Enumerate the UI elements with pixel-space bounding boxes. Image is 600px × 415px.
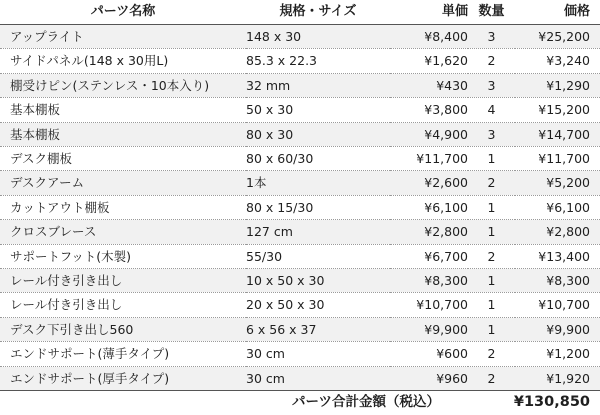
cell-unit-price: ¥10,700 bbox=[416, 297, 468, 313]
cell-unit-price: ¥9,900 bbox=[424, 321, 468, 337]
cell-name: クロスブレース bbox=[10, 224, 97, 240]
cell-unit-price: ¥4,900 bbox=[424, 126, 468, 142]
cell-price: ¥1,920 bbox=[546, 370, 590, 386]
cell-qty: 1 bbox=[487, 151, 496, 167]
cell-price: ¥8,300 bbox=[546, 273, 590, 289]
cell-unit-price: ¥600 bbox=[436, 346, 468, 362]
cell-unit-price: ¥6,700 bbox=[424, 248, 468, 264]
table-row bbox=[0, 195, 600, 219]
cell-unit-price: ¥8,400 bbox=[424, 29, 468, 44]
cell-price: ¥15,200 bbox=[538, 102, 590, 118]
cell-unit-price: ¥11,700 bbox=[416, 151, 468, 167]
cell-qty: 2 bbox=[487, 370, 496, 386]
cell-unit-price: ¥430 bbox=[436, 77, 468, 93]
cell-name: サイドパネル(148 x 30用L) bbox=[10, 53, 169, 69]
total-label: パーツ合計金額（税込） bbox=[292, 394, 440, 411]
cell-price: ¥25,200 bbox=[538, 29, 590, 44]
cell-price: ¥1,200 bbox=[546, 346, 590, 362]
cell-qty: 1 bbox=[487, 273, 496, 289]
cell-spec: 80 x 60/30 bbox=[246, 151, 314, 167]
parts-rows bbox=[0, 25, 600, 391]
cell-qty: 1 bbox=[487, 199, 496, 215]
cell-price: ¥1,290 bbox=[546, 77, 590, 93]
total-row bbox=[0, 391, 600, 415]
cell-qty: 2 bbox=[487, 248, 496, 264]
cell-price: ¥11,700 bbox=[538, 151, 590, 167]
cell-unit-price: ¥960 bbox=[436, 370, 468, 386]
cell-name: レール付き引き出し bbox=[10, 297, 123, 313]
total-value: ¥130,850 bbox=[513, 394, 590, 411]
cell-spec: 32 mm bbox=[246, 77, 291, 93]
cell-spec: 80 x 30 bbox=[246, 126, 294, 142]
cell-qty: 2 bbox=[487, 53, 496, 69]
cell-spec: 20 x 50 x 30 bbox=[246, 297, 325, 313]
cell-name: アップライト bbox=[10, 29, 84, 44]
table-row bbox=[0, 73, 600, 97]
cell-unit-price: ¥3,800 bbox=[424, 102, 468, 118]
cell-price: ¥5,200 bbox=[546, 175, 590, 191]
header-qty: 数量 bbox=[478, 4, 505, 20]
cell-name: 棚受けピン(ステンレス・10本入り) bbox=[10, 77, 210, 93]
cell-name: 基本棚板 bbox=[10, 102, 61, 118]
cell-name: デスク下引き出し560 bbox=[10, 321, 134, 337]
header-spec: 規格・サイズ bbox=[279, 4, 357, 20]
table-row bbox=[0, 171, 600, 195]
table-row bbox=[0, 49, 600, 73]
table-row bbox=[0, 342, 600, 366]
cell-price: ¥14,700 bbox=[538, 126, 590, 142]
cell-spec: 127 cm bbox=[246, 224, 293, 240]
cell-qty: 3 bbox=[487, 126, 496, 142]
cell-name: エンドサポート(薄手タイプ) bbox=[10, 346, 170, 362]
header-unit-price: 単価 bbox=[441, 4, 468, 20]
table-row bbox=[0, 366, 600, 390]
cell-price: ¥2,800 bbox=[546, 224, 590, 240]
cell-qty: 3 bbox=[487, 29, 496, 44]
table-row bbox=[0, 269, 600, 293]
cell-spec: 50 x 30 bbox=[246, 102, 294, 118]
cell-spec: 30 cm bbox=[246, 346, 285, 362]
cell-unit-price: ¥6,100 bbox=[424, 199, 468, 215]
cell-name: サポートフット(木製) bbox=[10, 248, 132, 264]
cell-qty: 1 bbox=[487, 224, 496, 240]
cell-spec: 30 cm bbox=[246, 370, 285, 386]
cell-name: デスク棚板 bbox=[10, 151, 73, 167]
cell-name: エンドサポート(厚手タイプ) bbox=[10, 370, 170, 386]
cell-price: ¥9,900 bbox=[546, 321, 590, 337]
cell-unit-price: ¥2,600 bbox=[424, 175, 468, 191]
cell-spec: 85.3 x 22.3 bbox=[246, 53, 318, 69]
cell-spec: 1本 bbox=[246, 175, 267, 191]
cell-qty: 2 bbox=[487, 175, 496, 191]
cell-qty: 1 bbox=[487, 321, 496, 337]
cell-name: レール付き引き出し bbox=[10, 273, 123, 289]
table-row bbox=[0, 293, 600, 317]
header-price: 価格 bbox=[563, 4, 590, 20]
cell-name: デスクアーム bbox=[10, 175, 85, 191]
cell-spec: 55/30 bbox=[246, 248, 283, 264]
table-row bbox=[0, 147, 600, 171]
cell-spec: 148 x 30 bbox=[246, 29, 302, 44]
header-name: パーツ名称 bbox=[90, 4, 156, 20]
cell-qty: 4 bbox=[487, 102, 496, 118]
cell-price: ¥6,100 bbox=[546, 199, 590, 215]
table-row bbox=[0, 25, 600, 49]
cell-spec: 10 x 50 x 30 bbox=[246, 273, 325, 289]
cell-name: カットアウト棚板 bbox=[10, 199, 110, 215]
cell-spec: 80 x 15/30 bbox=[246, 199, 314, 215]
cell-price: ¥13,400 bbox=[538, 248, 590, 264]
cell-unit-price: ¥2,800 bbox=[424, 224, 468, 240]
table-row bbox=[0, 317, 600, 341]
cell-unit-price: ¥8,300 bbox=[424, 273, 468, 289]
cell-qty: 3 bbox=[487, 77, 496, 93]
cell-name: 基本棚板 bbox=[10, 126, 61, 142]
cell-qty: 1 bbox=[487, 297, 496, 313]
cell-price: ¥10,700 bbox=[538, 297, 590, 313]
table-row bbox=[0, 220, 600, 244]
table-row bbox=[0, 98, 600, 122]
cell-unit-price: ¥1,620 bbox=[424, 53, 468, 69]
cell-qty: 2 bbox=[487, 346, 496, 362]
table-row bbox=[0, 122, 600, 146]
cell-price: ¥3,240 bbox=[546, 53, 590, 69]
table-row bbox=[0, 244, 600, 268]
cell-spec: 6 x 56 x 37 bbox=[246, 321, 317, 337]
header-row bbox=[0, 0, 600, 25]
